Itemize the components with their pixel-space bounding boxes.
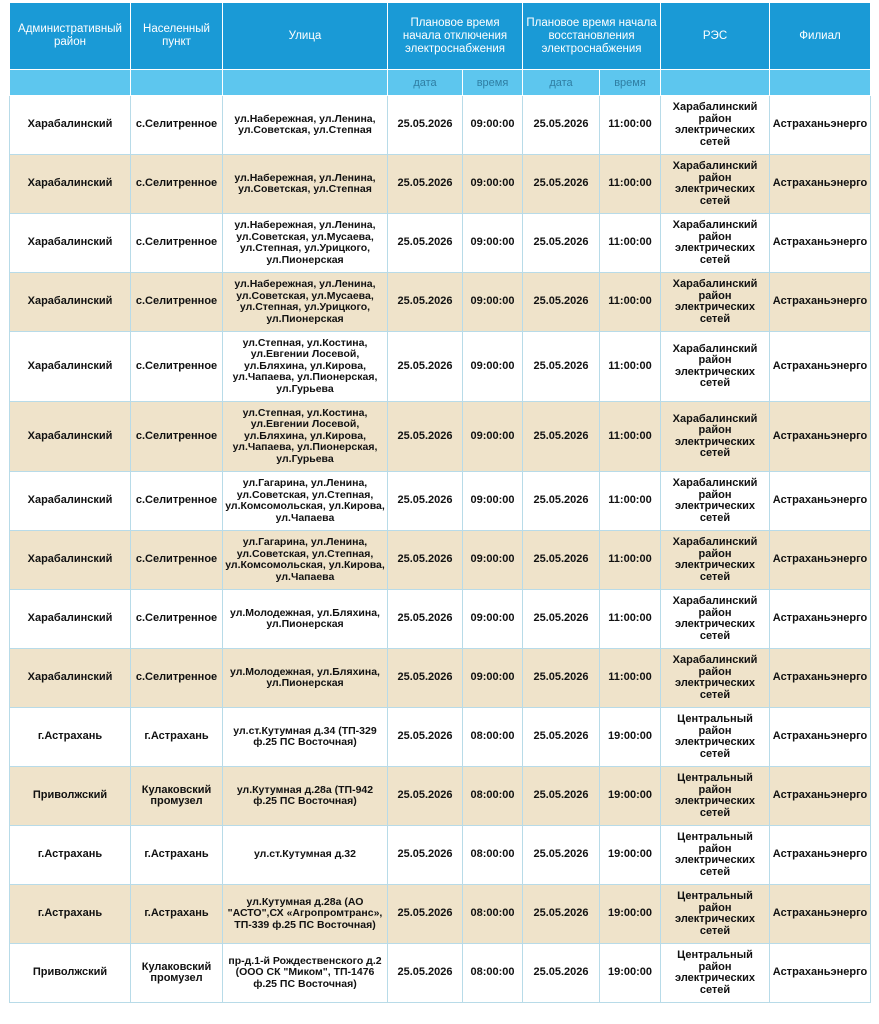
cell-district: Харабалинский	[10, 402, 131, 472]
cell-off-date: 25.05.2026	[388, 826, 463, 885]
cell-streets: ул.Гагарина, ул.Ленина, ул.Советская, ул.Степная, ул.Комсомольская, ул.Кирова, ул.Чапаева	[223, 531, 388, 590]
cell-off-date: 25.05.2026	[388, 332, 463, 402]
cell-off-date: 25.05.2026	[388, 531, 463, 590]
cell-off-time: 09:00:00	[463, 273, 523, 332]
cell-district: Харабалинский	[10, 590, 131, 649]
cell-streets: ул.Молодежная, ул.Бляхина, ул.Пионерская	[223, 590, 388, 649]
header-on-time: Плановое время начала восстановления электроснабжения	[523, 3, 661, 70]
cell-district: Харабалинский	[10, 96, 131, 155]
cell-streets: ул.Степная, ул.Костина, ул.Евгении Лосевой, ул.Бляхина, ул.Кирова, ул.Чапаева, ул.Пионерская, ул.Гурьева	[223, 402, 388, 472]
cell-on-date: 25.05.2026	[523, 708, 600, 767]
cell-res: Харабалинский район электрических сетей	[661, 649, 770, 708]
table-row	[10, 649, 871, 708]
cell-settlement: г.Астрахань	[131, 826, 223, 885]
subheader-on-date: дата	[523, 70, 600, 96]
cell-settlement: с.Селитренное	[131, 214, 223, 273]
table-row	[10, 531, 871, 590]
cell-settlement: с.Селитренное	[131, 531, 223, 590]
cell-off-date: 25.05.2026	[388, 885, 463, 944]
cell-on-time: 19:00:00	[600, 826, 661, 885]
subheader-on-time: время	[600, 70, 661, 96]
cell-branch: Астраханьэнерго	[770, 155, 871, 214]
cell-on-date: 25.05.2026	[523, 826, 600, 885]
table-row	[10, 472, 871, 531]
table-row	[10, 885, 871, 944]
cell-on-date: 25.05.2026	[523, 332, 600, 402]
cell-on-date: 25.05.2026	[523, 649, 600, 708]
cell-off-date: 25.05.2026	[388, 767, 463, 826]
cell-on-date: 25.05.2026	[523, 767, 600, 826]
header-off-time: Плановое время начала отключения электроснабжения	[388, 3, 523, 70]
cell-on-time: 11:00:00	[600, 590, 661, 649]
cell-on-time: 19:00:00	[600, 767, 661, 826]
cell-on-date: 25.05.2026	[523, 531, 600, 590]
cell-streets: ул.Степная, ул.Костина, ул.Евгении Лосевой, ул.Бляхина, ул.Кирова, ул.Чапаева, ул.Пионерская, ул.Гурьева	[223, 332, 388, 402]
outage-table-container	[9, 2, 871, 1003]
table-row	[10, 944, 871, 1003]
cell-on-time: 11:00:00	[600, 96, 661, 155]
cell-streets: ул.ст.Кутумная д.34 (ТП-329 ф.25 ПС Восточная)	[223, 708, 388, 767]
subheader-empty	[131, 70, 223, 96]
header-street: Улица	[223, 3, 388, 70]
cell-on-date: 25.05.2026	[523, 402, 600, 472]
cell-settlement: с.Селитренное	[131, 472, 223, 531]
table-row	[10, 155, 871, 214]
cell-on-date: 25.05.2026	[523, 214, 600, 273]
cell-on-date: 25.05.2026	[523, 96, 600, 155]
cell-res: Харабалинский район электрических сетей	[661, 155, 770, 214]
cell-res: Центральный район электрических сетей	[661, 708, 770, 767]
cell-on-time: 11:00:00	[600, 332, 661, 402]
cell-branch: Астраханьэнерго	[770, 273, 871, 332]
cell-settlement: Кулаковский промузел	[131, 767, 223, 826]
header-res: РЭС	[661, 3, 770, 70]
cell-branch: Астраханьэнерго	[770, 767, 871, 826]
cell-off-time: 09:00:00	[463, 96, 523, 155]
subheader-empty	[10, 70, 131, 96]
cell-res: Харабалинский район электрических сетей	[661, 96, 770, 155]
table-row	[10, 402, 871, 472]
cell-off-date: 25.05.2026	[388, 944, 463, 1003]
cell-res: Харабалинский район электрических сетей	[661, 402, 770, 472]
table-row	[10, 708, 871, 767]
cell-settlement: с.Селитренное	[131, 96, 223, 155]
cell-res: Центральный район электрических сетей	[661, 885, 770, 944]
cell-on-time: 19:00:00	[600, 708, 661, 767]
cell-streets: ул.Кутумная д.28а (АО "АСТО",СХ «Агропромтранс», ТП-339 ф.25 ПС Восточная)	[223, 885, 388, 944]
cell-off-time: 08:00:00	[463, 885, 523, 944]
cell-off-time: 08:00:00	[463, 708, 523, 767]
cell-on-time: 19:00:00	[600, 944, 661, 1003]
table-row	[10, 332, 871, 402]
cell-off-date: 25.05.2026	[388, 649, 463, 708]
table-row	[10, 590, 871, 649]
cell-off-date: 25.05.2026	[388, 590, 463, 649]
cell-settlement: г.Астрахань	[131, 708, 223, 767]
subheader-off-time: время	[463, 70, 523, 96]
cell-settlement: с.Селитренное	[131, 155, 223, 214]
cell-streets: ул.Набережная, ул.Ленина, ул.Советская, ул.Степная	[223, 96, 388, 155]
cell-district: Харабалинский	[10, 273, 131, 332]
table-row	[10, 767, 871, 826]
cell-on-date: 25.05.2026	[523, 472, 600, 531]
cell-settlement: с.Селитренное	[131, 649, 223, 708]
cell-off-time: 09:00:00	[463, 472, 523, 531]
cell-on-time: 11:00:00	[600, 155, 661, 214]
cell-district: Приволжский	[10, 767, 131, 826]
cell-on-time: 11:00:00	[600, 649, 661, 708]
cell-off-time: 09:00:00	[463, 155, 523, 214]
cell-off-date: 25.05.2026	[388, 472, 463, 531]
cell-district: Харабалинский	[10, 472, 131, 531]
cell-district: г.Астрахань	[10, 826, 131, 885]
cell-on-time: 11:00:00	[600, 531, 661, 590]
subheader-off-date: дата	[388, 70, 463, 96]
cell-settlement: с.Селитренное	[131, 402, 223, 472]
cell-district: Харабалинский	[10, 531, 131, 590]
cell-off-date: 25.05.2026	[388, 402, 463, 472]
table-header-row	[10, 3, 871, 70]
cell-settlement: с.Селитренное	[131, 273, 223, 332]
subheader-empty	[223, 70, 388, 96]
cell-res: Центральный район электрических сетей	[661, 826, 770, 885]
cell-off-time: 09:00:00	[463, 531, 523, 590]
cell-district: Харабалинский	[10, 649, 131, 708]
cell-off-time: 08:00:00	[463, 767, 523, 826]
table-body	[10, 96, 871, 1003]
cell-off-date: 25.05.2026	[388, 273, 463, 332]
cell-branch: Астраханьэнерго	[770, 944, 871, 1003]
cell-branch: Астраханьэнерго	[770, 332, 871, 402]
table-row	[10, 826, 871, 885]
cell-off-date: 25.05.2026	[388, 155, 463, 214]
cell-res: Харабалинский район электрических сетей	[661, 332, 770, 402]
header-settlement: Населенный пункт	[131, 3, 223, 70]
cell-res: Харабалинский район электрических сетей	[661, 273, 770, 332]
outage-schedule-table	[9, 2, 871, 1003]
cell-off-time: 08:00:00	[463, 826, 523, 885]
table-row	[10, 273, 871, 332]
cell-streets: ул.ст.Кутумная д.32	[223, 826, 388, 885]
cell-branch: Астраханьэнерго	[770, 531, 871, 590]
cell-res: Харабалинский район электрических сетей	[661, 531, 770, 590]
cell-branch: Астраханьэнерго	[770, 649, 871, 708]
cell-district: г.Астрахань	[10, 885, 131, 944]
cell-streets: ул.Набережная, ул.Ленина, ул.Советская, ул.Мусаева, ул.Степная, ул.Урицкого, ул.Пионерская	[223, 214, 388, 273]
cell-on-date: 25.05.2026	[523, 590, 600, 649]
cell-res: Харабалинский район электрических сетей	[661, 472, 770, 531]
cell-res: Харабалинский район электрических сетей	[661, 590, 770, 649]
cell-streets: ул.Набережная, ул.Ленина, ул.Советская, ул.Мусаева, ул.Степная, ул.Урицкого, ул.Пионерская	[223, 273, 388, 332]
cell-branch: Астраханьэнерго	[770, 472, 871, 531]
cell-district: Харабалинский	[10, 155, 131, 214]
cell-off-time: 09:00:00	[463, 590, 523, 649]
cell-on-date: 25.05.2026	[523, 885, 600, 944]
table-row	[10, 96, 871, 155]
cell-off-time: 08:00:00	[463, 944, 523, 1003]
cell-off-time: 09:00:00	[463, 649, 523, 708]
cell-off-date: 25.05.2026	[388, 214, 463, 273]
cell-off-time: 09:00:00	[463, 214, 523, 273]
cell-res: Харабалинский район электрических сетей	[661, 214, 770, 273]
cell-on-time: 11:00:00	[600, 402, 661, 472]
cell-branch: Астраханьэнерго	[770, 826, 871, 885]
cell-streets: ул.Молодежная, ул.Бляхина, ул.Пионерская	[223, 649, 388, 708]
cell-streets: ул.Кутумная д.28а (ТП-942 ф.25 ПС Восточная)	[223, 767, 388, 826]
cell-on-date: 25.05.2026	[523, 273, 600, 332]
cell-on-date: 25.05.2026	[523, 155, 600, 214]
cell-branch: Астраханьэнерго	[770, 590, 871, 649]
cell-streets: ул.Гагарина, ул.Ленина, ул.Советская, ул.Степная, ул.Комсомольская, ул.Кирова, ул.Чапаева	[223, 472, 388, 531]
cell-on-date: 25.05.2026	[523, 944, 600, 1003]
cell-streets: пр-д.1-й Рождественского д.2 (ООО СК "Миком", ТП-1476 ф.25 ПС Восточная)	[223, 944, 388, 1003]
cell-on-time: 11:00:00	[600, 472, 661, 531]
cell-off-time: 09:00:00	[463, 332, 523, 402]
cell-on-time: 11:00:00	[600, 214, 661, 273]
subheader-empty	[661, 70, 770, 96]
cell-settlement: с.Селитренное	[131, 590, 223, 649]
cell-settlement: с.Селитренное	[131, 332, 223, 402]
table-row	[10, 214, 871, 273]
cell-branch: Астраханьэнерго	[770, 214, 871, 273]
cell-branch: Астраханьэнерго	[770, 402, 871, 472]
cell-on-time: 11:00:00	[600, 273, 661, 332]
cell-branch: Астраханьэнерго	[770, 708, 871, 767]
cell-off-date: 25.05.2026	[388, 96, 463, 155]
cell-res: Центральный район электрических сетей	[661, 767, 770, 826]
cell-streets: ул.Набережная, ул.Ленина, ул.Советская, ул.Степная	[223, 155, 388, 214]
table-subheader-row	[10, 70, 871, 96]
cell-district: Харабалинский	[10, 214, 131, 273]
cell-district: Приволжский	[10, 944, 131, 1003]
cell-off-date: 25.05.2026	[388, 708, 463, 767]
header-branch: Филиал	[770, 3, 871, 70]
cell-branch: Астраханьэнерго	[770, 96, 871, 155]
cell-district: г.Астрахань	[10, 708, 131, 767]
cell-res: Центральный район электрических сетей	[661, 944, 770, 1003]
cell-settlement: Кулаковский промузел	[131, 944, 223, 1003]
subheader-empty	[770, 70, 871, 96]
cell-on-time: 19:00:00	[600, 885, 661, 944]
cell-branch: Астраханьэнерго	[770, 885, 871, 944]
cell-district: Харабалинский	[10, 332, 131, 402]
cell-settlement: г.Астрахань	[131, 885, 223, 944]
cell-off-time: 09:00:00	[463, 402, 523, 472]
header-district: Административный район	[10, 3, 131, 70]
